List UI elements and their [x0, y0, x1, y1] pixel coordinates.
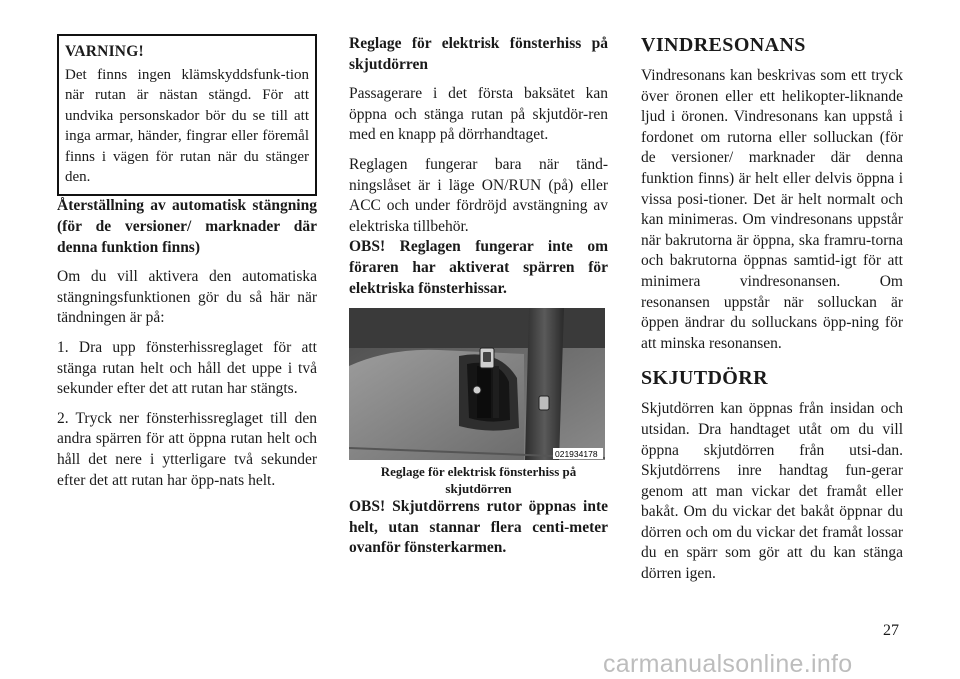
wind-buffeting-text: Vindresonans kan beskrivas som ett tryck över öronen eller ett helikopter-liknande ljud i öronen. Vindresonans kan uppstå i fordonet om rutorna eller solluckan (för de versioner/ marknader där denna funktion finns) är helt eller delvis öppna i vissa posi-tioner. Det är helt normalt och kan minimeras. Om vindresonans uppstår när bakrutorna är öppna, ska framru-torna och bakrutorna öppnas samtid-igt för att minimera vindresonansen. Om resonansen uppstår när solluckan är öppen ändrar du solluckans öpp-ning för att minska resonansen. [641, 67, 903, 352]
power-window-heading: Reglage för elektrisk fönsterhiss på skjutdörren [349, 35, 608, 73]
sliding-door-heading: SKJUTDÖRR [641, 367, 768, 390]
left-column [57, 34, 317, 491]
door-panel-illustration [349, 308, 605, 460]
power-window-para-2: Reglagen fungerar bara när tänd-ningslåset är i läge ON/RUN (på) eller ACC och under fördröjd avstängning av elektriska tillbehör. [349, 155, 608, 235]
figure-caption: Reglage för elektrisk fönsterhiss på skjutdörren [380, 464, 577, 497]
wind-buffeting-heading: VINDRESONANS [641, 34, 806, 56]
note-window-travel: OBS! Skjutdörrens rutor öppnas inte helt, utan stannar flera centi-meter ovanför fönsterkarmen. [349, 498, 608, 557]
step-2: 2. Tryck ner fönsterhissreglaget till den andra spärren för att öppna rutan helt och håll det nere i ytterligare två sekunder efter det att rutan har öpp-nats helt. [57, 409, 317, 489]
warning-box [57, 34, 317, 196]
middle-column [349, 34, 608, 559]
figure-code: 021934178 [555, 449, 598, 460]
sliding-door-text: Skjutdörren kan öppnas från insidan och utsidan. Dra handtaget utåt om du vill öppna skjutdörren från utsi-dan. Skjutdörrens inre handtag fun-gerar genom att man vickar det framåt eller bakåt. Om du vickar det bakåt öppnar du dörren och om du vickar det framåt lossar du en spärr som gör att du kan stänga dörren igen. [641, 400, 903, 583]
watermark: carmanualsonline.info [603, 650, 853, 678]
page-number: 27 [883, 622, 899, 639]
right-column [641, 34, 903, 585]
step-1: 1. Dra upp fönsterhissreglaget för att stänga rutan helt och håll det uppe i två sekunder efter det att rutan har stängts. [57, 339, 317, 398]
power-window-para-1: Passagerare i det första baksätet kan öppna och stänga rutan på skjutdör-ren med en knapp på dörrhandtaget. [349, 85, 608, 144]
note-lockout: OBS! Reglagen fungerar inte om föraren har aktiverat spärren för elektriska fönsterhissar. [349, 238, 608, 297]
door-switch-photo [349, 308, 605, 460]
warning-text: Det finns ingen klämskyddsfunk-tion när rutan är nästan stängd. För att undvika personskador bör du se till att inga armar, händer, fingrar eller föremål finns i vägen för rutan när du stänger den. [65, 67, 309, 186]
reset-intro: Om du vill aktivera den automatiska stängningsfunktionen gör du så här när tändningen är på: [57, 268, 317, 327]
reset-heading: Återställning av automatisk stängning (för de versioner/ marknader där denna funktion finns) [57, 197, 317, 256]
warning-title: VARNING! [65, 43, 144, 60]
